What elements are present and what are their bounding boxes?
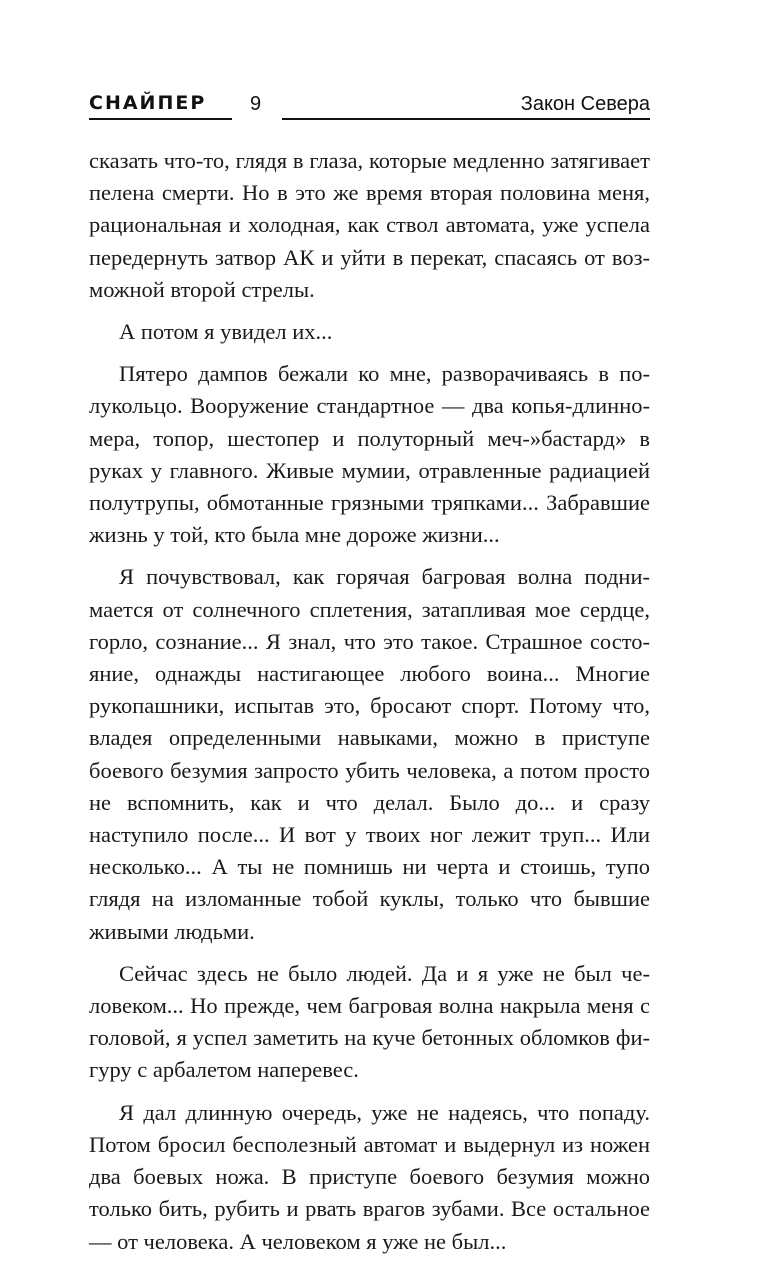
page-text: [89, 145, 650, 1268]
paragraph-1: сказать что-то, глядя в глаза, которые медленно затягивает пелена смерти. Но в это же время вторая половина меня, рациональная и холодная, как ствол автомата, уже успела передернуть затвор АК и уйти в перекат, спасаясь от возможной второй стрелы.: [89, 148, 650, 302]
paragraph-3: Пятеро дампов бежали ко мне, разворачиваясь в полукольцо. Вооружение стандартное — два копья-длинномера, топор, шестопер и полуторный меч-»бастард» в руках у главного. Живые мумии, отравленные радиацией полутрупы, обмотанные грязными тряпками... Забравшие жизнь у той, кто была мне дороже жизни...: [89, 361, 650, 548]
page-number: 9: [250, 93, 262, 115]
paragraph-5: Сейчас здесь не было людей. Да и я уже не был человеком... Но прежде, чем багровая волна накрыла меня с головой, я успел заметить на куче бетонных обломков фигуру с арбалетом наперевес.: [89, 960, 650, 1083]
header-rule-left: [89, 118, 232, 120]
paragraph-2: А потом я увидел их...: [119, 319, 333, 345]
paragraph-4: Я почувствовал, как горячая багровая волна поднимается от солнечного сплетения, затапливая мое сердце, горло, сознание... Я знал, что это такое. Страшное состояние, однажды настигающее любого воина... Многие рукопашники, испытав это, бросают спорт. Потому что, владея определенными навыками, можно в приступе боевого безумия запросто убить человека, а потом просто не вспомнить, как и что делал. Было до... и сразу наступило после... И вот у твоих ног лежит труп... Или несколько... А ты не помнишь ни черта и стоишь, тупо глядя на изломанные тобой куклы, только что бывшие живыми людьми.: [89, 564, 650, 944]
paragraph-6: Я дал длинную очередь, уже не надеясь, что попаду. Потом бросил бесполезный автомат и выдернул из ножен два боевых ножа. В приступе боевого безумия можно только бить, рубить и рвать врагов зубами. Все остальное — от человека. А человеком я уже не был...: [89, 1099, 650, 1254]
header-rule-right: [282, 118, 650, 120]
book-title: Закон Севера: [520, 93, 650, 115]
series-title: СНАЙПЕР: [89, 92, 207, 114]
running-header: [0, 0, 768, 130]
